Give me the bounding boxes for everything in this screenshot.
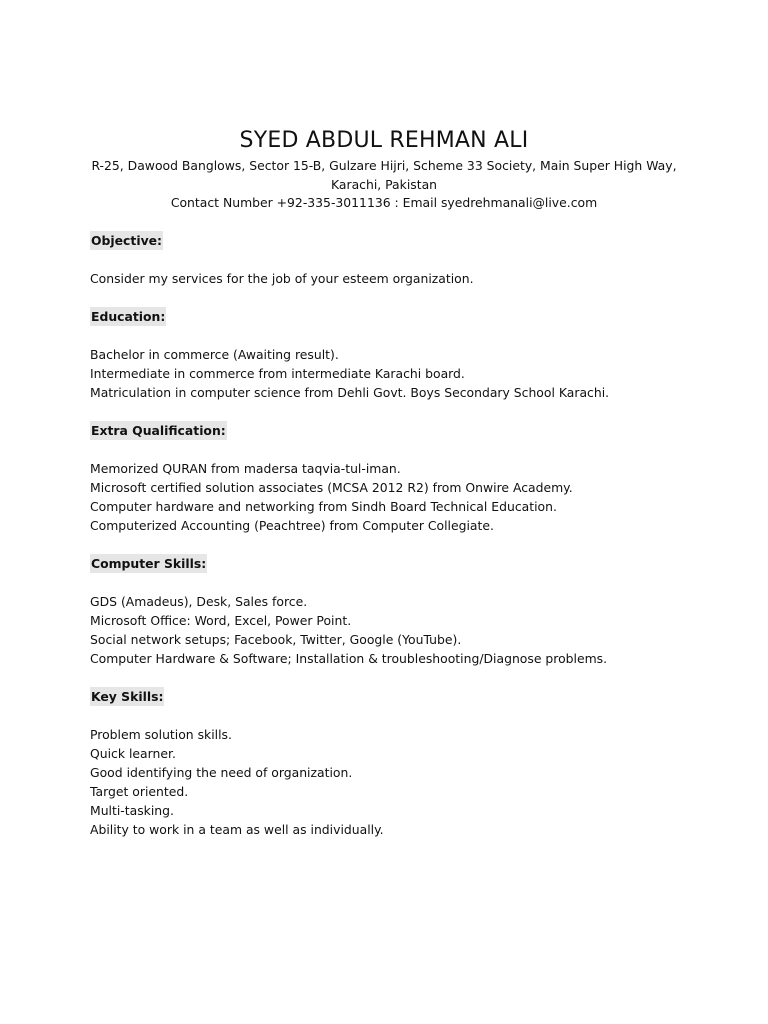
section-objective (90, 231, 730, 288)
address-line-2: Karachi, Pakistan (330, 176, 438, 192)
list-item: Computer Hardware & Software; Installation & troubleshooting/Diagnose problems. (90, 651, 608, 666)
section-computer-skills (90, 554, 730, 668)
list-item: Problem solution skills. (90, 727, 232, 742)
candidate-name: SYED ABDUL REHMAN ALI (239, 128, 529, 153)
list-item: Microsoft Office: Word, Excel, Power Point. (90, 613, 352, 628)
section-key-skills (90, 687, 730, 839)
address-line-1: R-25, Dawood Banglows, Sector 15-B, Gulzare Hijri, Scheme 33 Society, Main Super High Way, (91, 158, 677, 173)
section-heading-education: Education: (91, 309, 166, 324)
list-item: Microsoft certified solution associates (MCSA 2012 R2) from Onwire Academy. (90, 480, 573, 495)
list-item: Quick learner. (90, 746, 176, 761)
contact-line: Contact Number +92-335-3011136 : Email syedrehmanali@live.com (170, 195, 598, 210)
section-education (90, 307, 730, 402)
section-heading-key-skills: Key Skills: (91, 689, 164, 704)
list-item: Intermediate in commerce from intermediate Karachi board. (90, 366, 465, 381)
list-item: Consider my services for the job of your esteem organization. (90, 271, 474, 286)
section-heading-objective: Objective: (91, 233, 163, 248)
list-item: GDS (Amadeus), Desk, Sales force. (90, 594, 308, 609)
section-heading-computer-skills: Computer Skills: (91, 556, 207, 571)
key-skills-list (90, 725, 730, 839)
extra-qualification-list (90, 459, 730, 535)
computer-skills-list (90, 592, 730, 668)
education-list (90, 345, 730, 402)
list-item: Target oriented. (90, 784, 189, 799)
list-item: Multi-tasking. (90, 803, 174, 818)
list-item: Social network setups; Facebook, Twitter, Google (YouTube). (90, 632, 462, 647)
list-item: Matriculation in computer science from Dehli Govt. Boys Secondary School Karachi. (90, 385, 610, 400)
resume-header (60, 126, 708, 213)
section-extra-qualification (90, 421, 730, 535)
section-heading-extra-qualification: Extra Qualification: (91, 423, 226, 438)
list-item: Good identifying the need of organization. (90, 765, 353, 780)
list-item: Bachelor in commerce (Awaiting result). (90, 347, 339, 362)
list-item: Computerized Accounting (Peachtree) from Computer Collegiate. (90, 518, 494, 533)
list-item: Memorized QURAN from madersa taqvia-tul-iman. (90, 461, 401, 476)
list-item: Computer hardware and networking from Sindh Board Technical Education. (90, 499, 557, 514)
resume-body (90, 231, 730, 858)
objective-list (90, 269, 730, 288)
list-item: Ability to work in a team as well as individually. (90, 822, 384, 837)
